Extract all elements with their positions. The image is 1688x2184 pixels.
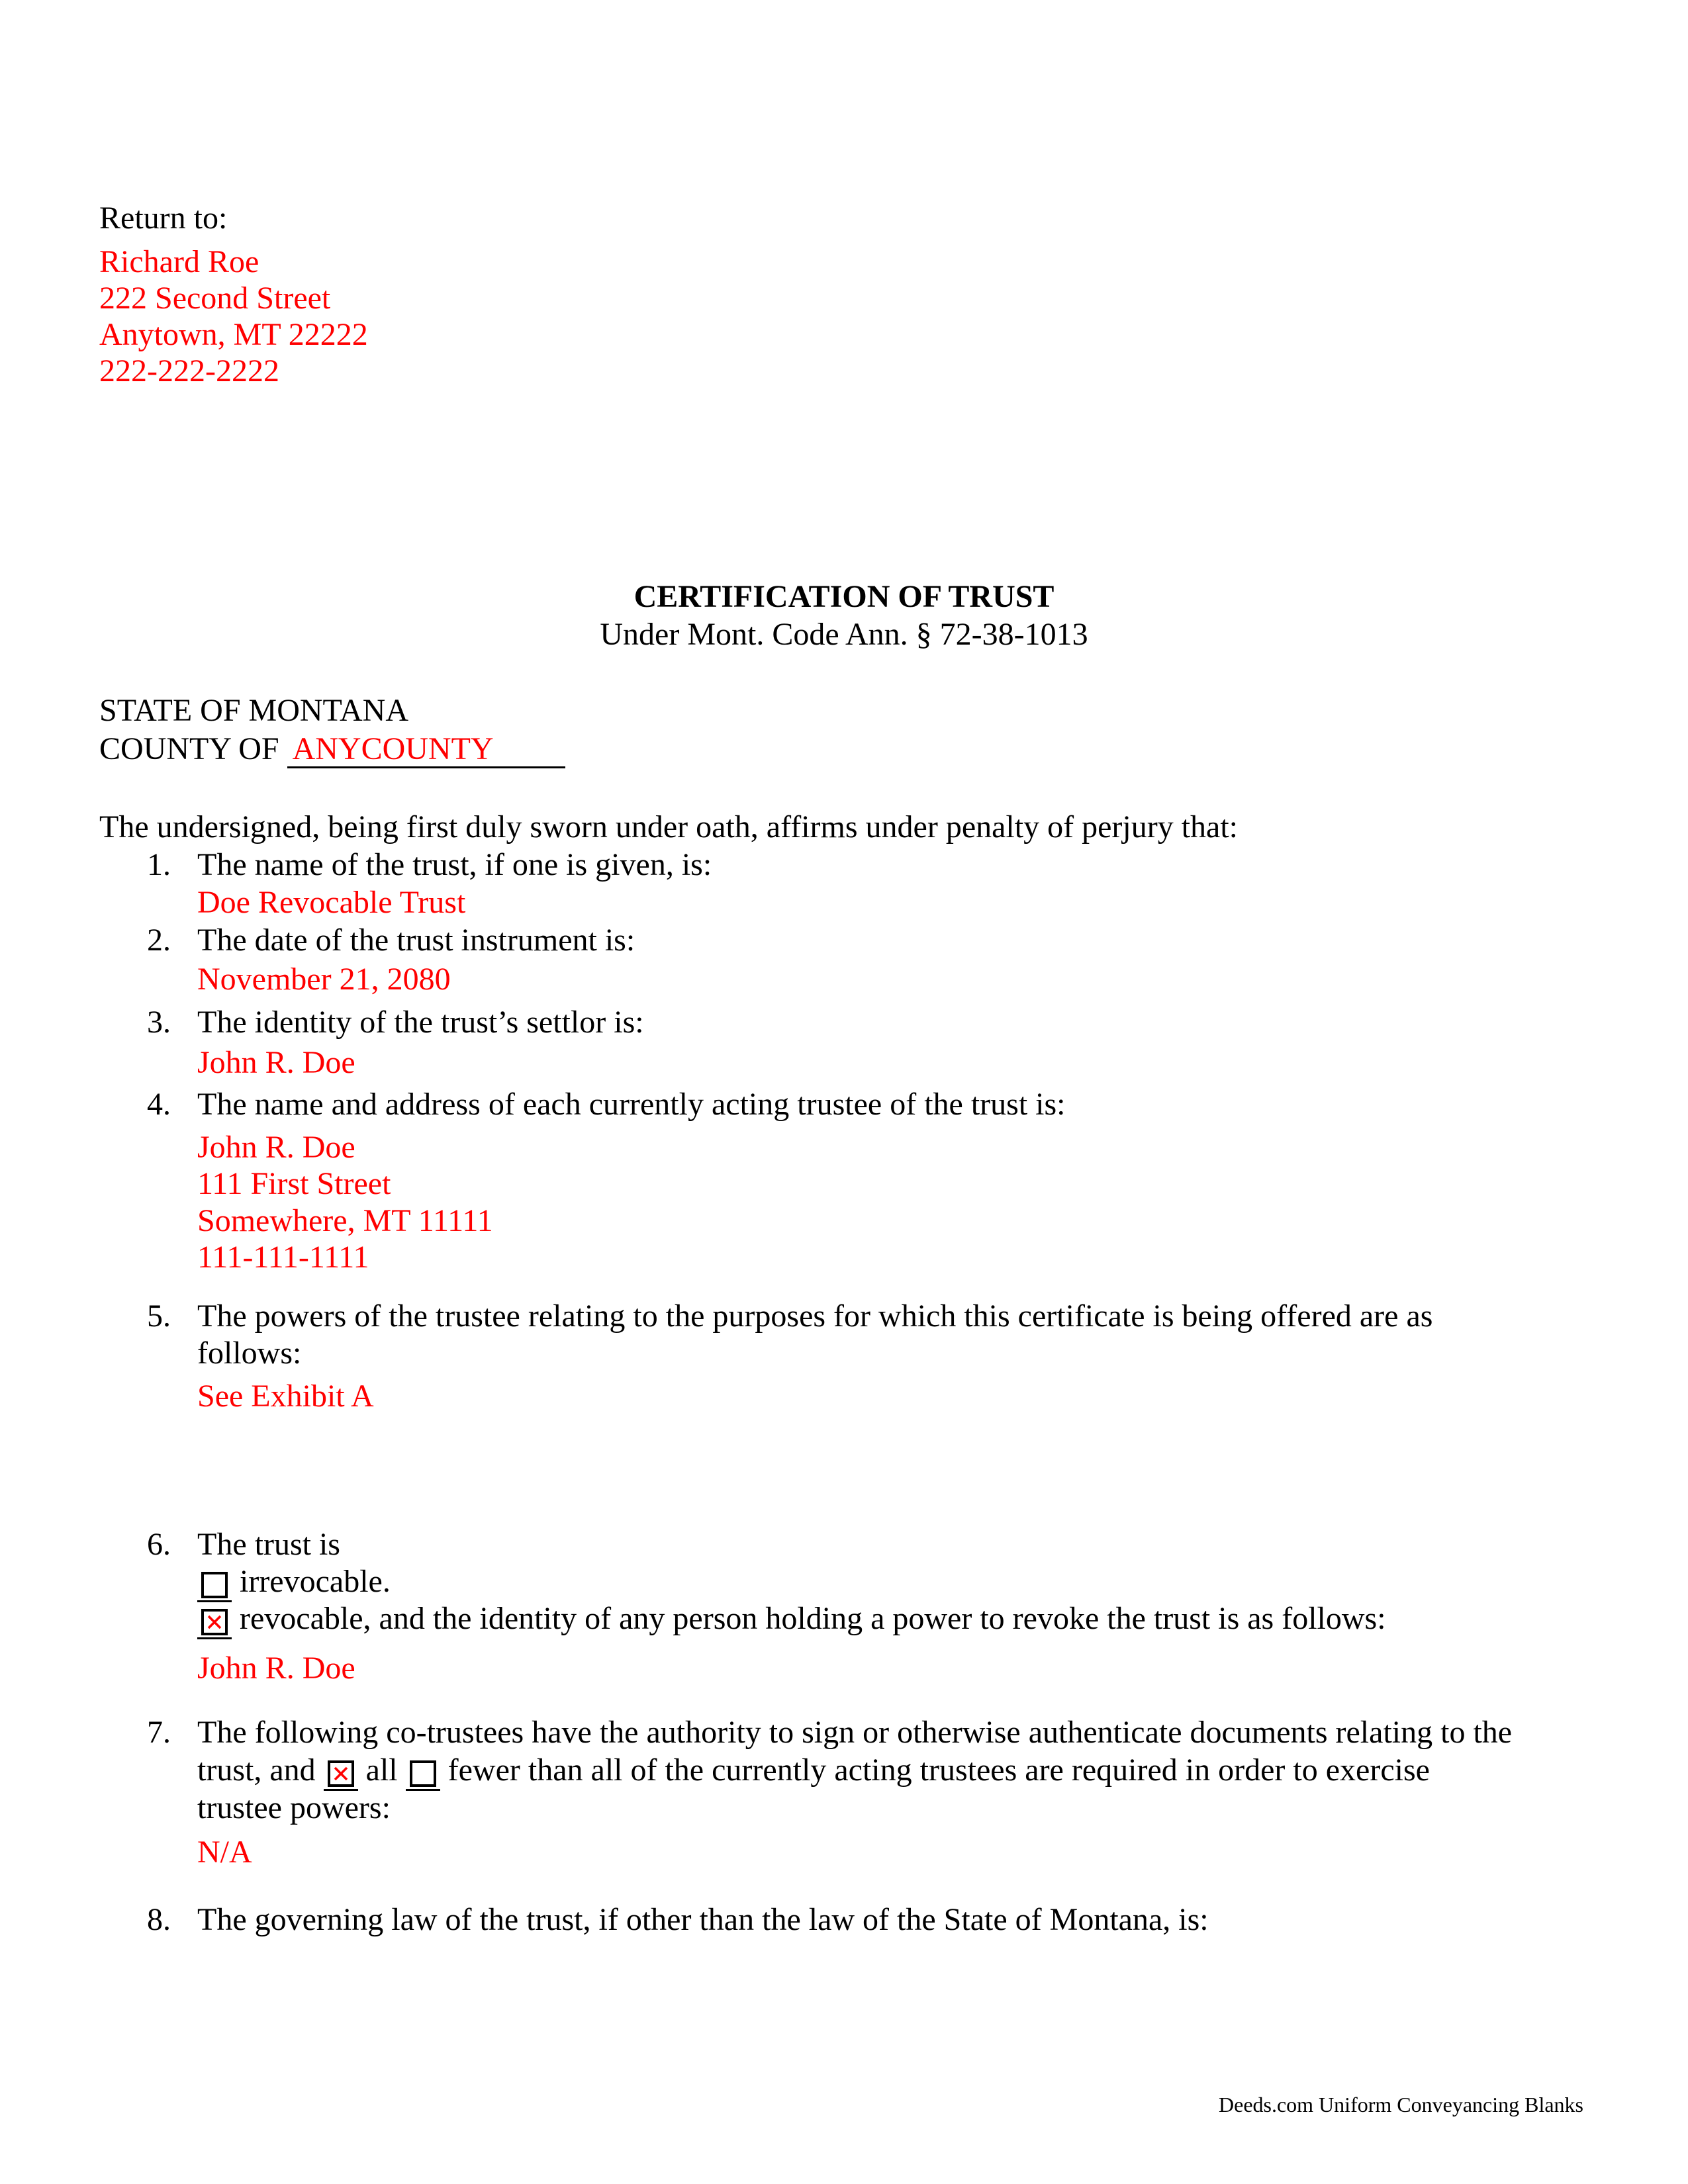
item-1-answer: Doe Revocable Trust	[197, 885, 466, 920]
footer-credit: Deeds.com Uniform Conveyancing Blanks	[1219, 2093, 1583, 2116]
return-to-city: Anytown, MT 22222	[99, 317, 368, 352]
item-number-4: 4.	[147, 1087, 171, 1122]
item-number-2: 2.	[147, 923, 171, 958]
item-8-text: The governing law of the trust, if other than the law of the State of Montana, is:	[197, 1902, 1209, 1937]
item-number-3: 3.	[147, 1005, 171, 1040]
intro-statement: The undersigned, being first duly sworn under oath, affirms under penalty of perjury that:	[99, 809, 1239, 844]
return-to-name: Richard Roe	[99, 244, 259, 279]
return-to-label: Return to:	[99, 201, 228, 236]
option-revocable[interactable]	[197, 1600, 1386, 1639]
return-to-street: 222 Second Street	[99, 281, 331, 316]
item-5-answer: See Exhibit A	[197, 1379, 374, 1414]
all-label: all	[365, 1752, 398, 1788]
item-number-8: 8.	[147, 1902, 171, 1937]
item-5-text-line2: follows:	[197, 1336, 302, 1371]
county-field[interactable]	[287, 732, 565, 768]
fewer-checkbox-field[interactable]	[406, 1760, 440, 1791]
item-4-answer-street: 111 First Street	[197, 1166, 391, 1201]
check-x-icon	[209, 1616, 220, 1628]
return-to-phone: 222-222-2222	[99, 353, 279, 388]
irrevocable-checkbox[interactable]	[201, 1572, 228, 1598]
item-4-answer-name: John R. Doe	[197, 1130, 355, 1165]
item-3-text: The identity of the trust’s settlor is:	[197, 1005, 644, 1040]
revocable-checkbox[interactable]	[201, 1609, 228, 1635]
item-6-text: The trust is	[197, 1527, 340, 1562]
item-7-text-line1: The following co-trustees have the authority to sign or otherwise authenticate documents relating to the	[197, 1715, 1513, 1750]
item-7-text-line2	[197, 1752, 1430, 1791]
item-2-answer: November 21, 2080	[197, 962, 451, 997]
venue-county	[99, 731, 565, 768]
item-2-text: The date of the trust instrument is:	[197, 923, 635, 958]
irrevocable-checkbox-field[interactable]	[197, 1572, 232, 1602]
revocable-checkbox-field[interactable]	[197, 1609, 232, 1639]
fewer-label: fewer than all of the currently acting trustees are required in order to exercise	[447, 1752, 1430, 1788]
revocable-label: revocable, and the identity of any person holding a power to revoke the trust is as follows:	[240, 1601, 1386, 1636]
county-value: ANYCOUNTY	[292, 731, 494, 766]
irrevocable-label: irrevocable.	[240, 1564, 391, 1599]
fewer-checkbox[interactable]	[410, 1760, 436, 1787]
item-7-text-line3: trustee powers:	[197, 1790, 391, 1825]
item-6-answer: John R. Doe	[197, 1651, 355, 1686]
item-1-text: The name of the trust, if one is given, is:	[197, 847, 712, 882]
all-checkbox[interactable]	[328, 1760, 354, 1787]
item-number-5: 5.	[147, 1298, 171, 1334]
item-5-text-line1: The powers of the trustee relating to the purposes for which this certificate is being offered are as	[197, 1298, 1433, 1334]
item-4-text: The name and address of each currently acting trustee of the trust is:	[197, 1087, 1066, 1122]
option-irrevocable[interactable]	[197, 1563, 391, 1602]
item-4-answer-city: Somewhere, MT 11111	[197, 1203, 493, 1238]
item-4-answer-phone: 111-111-1111	[197, 1240, 369, 1275]
document-title: CERTIFICATION OF TRUST	[633, 579, 1055, 614]
county-label: COUNTY OF	[99, 731, 279, 766]
item-3-answer: John R. Doe	[197, 1045, 355, 1080]
all-checkbox-field[interactable]	[324, 1760, 358, 1791]
check-x-icon	[335, 1768, 347, 1780]
document-subtitle: Under Mont. Code Ann. § 72-38-1013	[600, 617, 1088, 652]
venue-state: STATE OF MONTANA	[99, 693, 408, 728]
item-7-answer: N/A	[197, 1835, 252, 1870]
item-number-7: 7.	[147, 1715, 171, 1750]
item-number-6: 6.	[147, 1527, 171, 1562]
item-7-text-pre: trust, and	[197, 1752, 316, 1788]
item-number-1: 1.	[147, 847, 171, 882]
